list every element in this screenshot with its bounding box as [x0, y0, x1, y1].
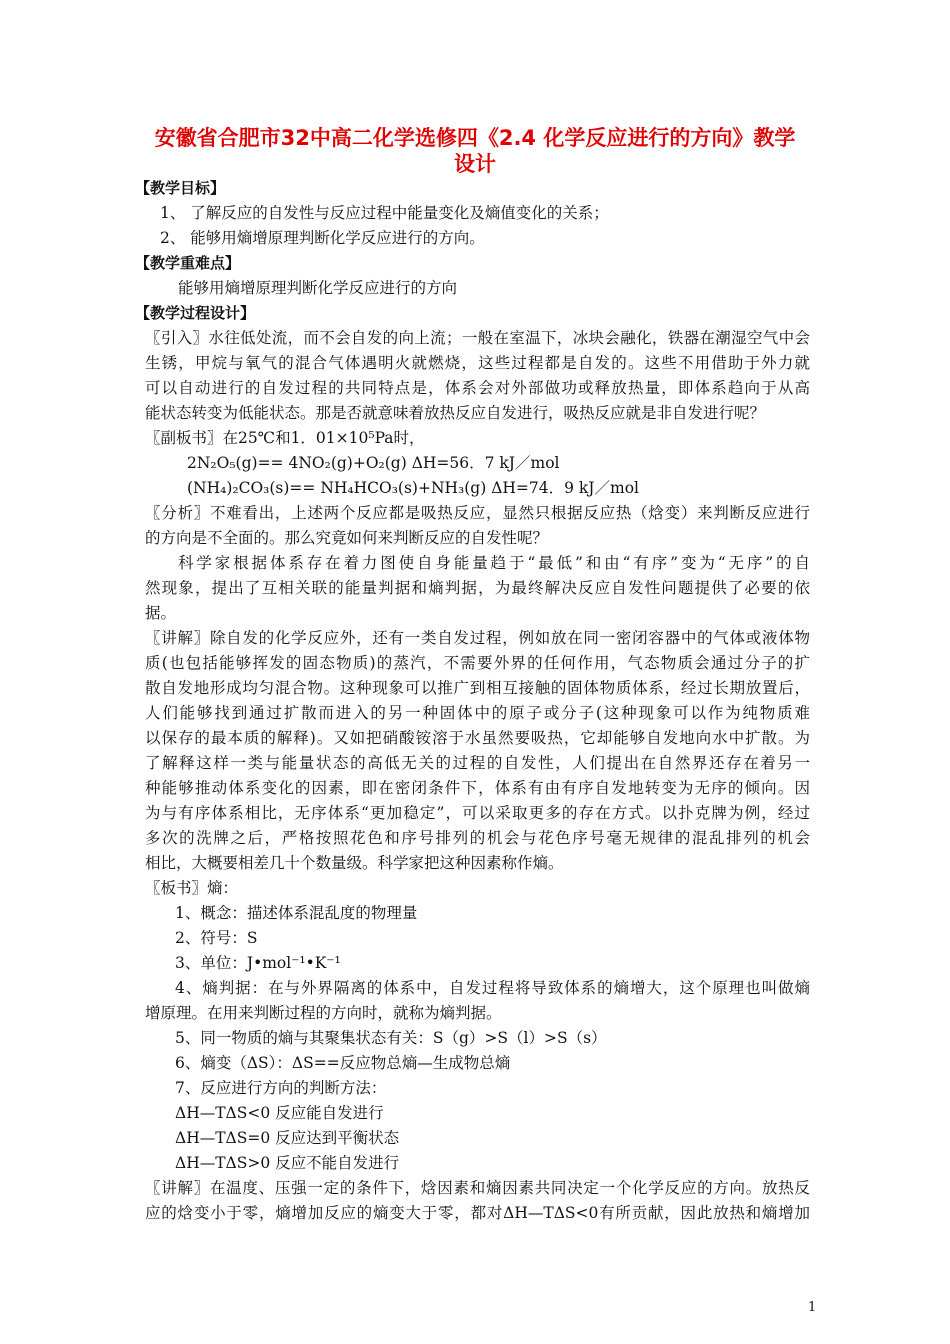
paragraph-line: 多次的洗牌之后，严格按照花色和序号排列的机会与花色序号毫无规律的混乱排列的机会 — [145, 829, 810, 847]
objective-item: 2、 能够用熵增原理判断化学反应进行的方向。 — [160, 229, 485, 247]
paragraph-line: 散自发地形成均匀混合物。这种现象可以推广到相互接触的固体物质体系，经过长期放置后， — [145, 679, 810, 697]
paragraph-line: 可以自动进行的自发过程的共同特点是，体系会对外部做功或释放热量，即体系趋向于从高 — [145, 379, 810, 397]
paragraph-line: 质(也包括能够挥发的固态物质)的蒸汽，不需要外界的任何作用，气态物质会通过分子的扩 — [145, 654, 810, 672]
paragraph-line: 以保存的最本质的解释)。又如把硝酸铵溶于水虽然要吸热，它却能够自发地向水中扩散。为 — [145, 729, 810, 747]
paragraph-line: 生锈，甲烷与氧气的混合气体遇明火就燃烧，这些过程都是自发的。这些不用借助于外力就 — [145, 354, 810, 372]
key-point-text: 能够用熵增原理判断化学反应进行的方向 — [178, 279, 458, 297]
paragraph-line: 相比，大概要相差几十个数量级。科学家把这种因素称作熵。 — [145, 854, 564, 872]
paragraph-line: 〖板书〗熵： — [145, 879, 239, 897]
paragraph-line: 为与有序体系相比，无序体系“更加稳定”，可以采取更多的存在方式。以扑克牌为例，经过 — [145, 804, 810, 822]
list-item: 5、同一物质的熵与其聚集状态有关：S（g）>S（l）>S（s） — [175, 1029, 607, 1047]
section-heading-key-points: 【教学重难点】 — [135, 254, 241, 272]
list-item-continued: 增原理。在用来判断过程的方向时，就称为熵判据。 — [145, 1004, 502, 1022]
paragraph-line: 〖分析〗不难看出，上述两个反应都是吸热反应，显然只根据反应热（焓变）来判断反应进行 — [145, 504, 810, 522]
section-heading-objectives: 【教学目标】 — [135, 179, 226, 197]
list-item: 1、概念：描述体系混乱度的物理量 — [175, 904, 418, 922]
paragraph-line: 了解释这样一类与能量状态的高低无关的过程的自发性，人们提出在自然界还存在着另一 — [145, 754, 810, 772]
criterion-line: ΔH—TΔS>0 反应不能自发进行 — [175, 1154, 400, 1172]
equation-line: (NH₄)₂CO₃(s)== NH₄HCO₃(s)+NH₃(g) ΔH=74．9 kJ／mol — [187, 479, 639, 497]
list-item: 3、单位：J•mol⁻¹•K⁻¹ — [175, 954, 341, 972]
list-item: 7、反应进行方向的判断方法： — [175, 1079, 387, 1097]
equation-line: 2N₂O₅(g)== 4NO₂(g)+O₂(g) ΔH=56．7 kJ／mol — [187, 454, 560, 472]
list-item: 2、符号：S — [175, 929, 258, 947]
page-number: 1 — [808, 1300, 817, 1315]
paragraph-line: 〖讲解〗在温度、压强一定的条件下，焓因素和熵因素共同决定一个化学反应的方向。放热反 — [145, 1179, 810, 1197]
paragraph-line: 〖副板书〗在25℃和1．01×10⁵Pa时， — [145, 429, 425, 447]
section-heading-process: 【教学过程设计】 — [135, 304, 256, 322]
paragraph-line: 的方向是不全面的。那么究竟如何来判断反应的自发性呢？ — [145, 529, 549, 547]
paragraph-line: 种能够推动体系变化的因素，即在密闭条件下，体系有由有序自发地转变为无序的倾向。因 — [145, 779, 810, 797]
paragraph-line: 科学家根据体系存在着力图使自身能量趋于“最低”和由“有序”变为“无序”的自 — [178, 554, 810, 572]
document-title-continued: 设计 — [454, 152, 496, 176]
paragraph-line: 能状态转变为低能状态。那是否就意味着放热反应自发进行，吸热反应就是非自发进行呢？ — [145, 404, 766, 422]
criterion-line: ΔH—TΔS<0 反应能自发进行 — [175, 1104, 384, 1122]
objective-item: 1、 了解反应的自发性与反应过程中能量变化及熵值变化的关系； — [160, 204, 609, 222]
list-item: 4、熵判据：在与外界隔离的体系中，自发过程将导致体系的熵增大，这个原理也叫做熵 — [175, 979, 810, 997]
criterion-line: ΔH—TΔS=0 反应达到平衡状态 — [175, 1129, 400, 1147]
list-item: 6、熵变（ΔS）：ΔS==反应物总熵—生成物总熵 — [175, 1054, 511, 1072]
paragraph-line: 〖讲解〗除自发的化学反应外，还有一类自发过程，例如放在同一密闭容器中的气体或液体物 — [145, 629, 810, 647]
paragraph-line: 〖引入〗水往低处流，而不会自发的向上流；一般在室温下，冰块会融化，铁器在潮湿空气中会 — [145, 329, 810, 347]
paragraph-line: 人们能够找到通过扩散而进入的另一种固体中的原子或分子(这种现象可以作为纯物质难 — [145, 704, 810, 722]
paragraph-line: 据。 — [145, 604, 177, 622]
paragraph-line: 应的焓变小于零，熵增加反应的熵变大于零，都对ΔH—TΔS<0有所贡献，因此放热和熵增加 — [145, 1204, 810, 1222]
paragraph-line: 然现象，提出了互相关联的能量判据和熵判据，为最终解决反应自发性问题提供了必要的依 — [145, 579, 810, 597]
document-title: 安徽省合肥市32中高二化学选修四《2.4 化学反应进行的方向》教学 — [154, 126, 796, 150]
